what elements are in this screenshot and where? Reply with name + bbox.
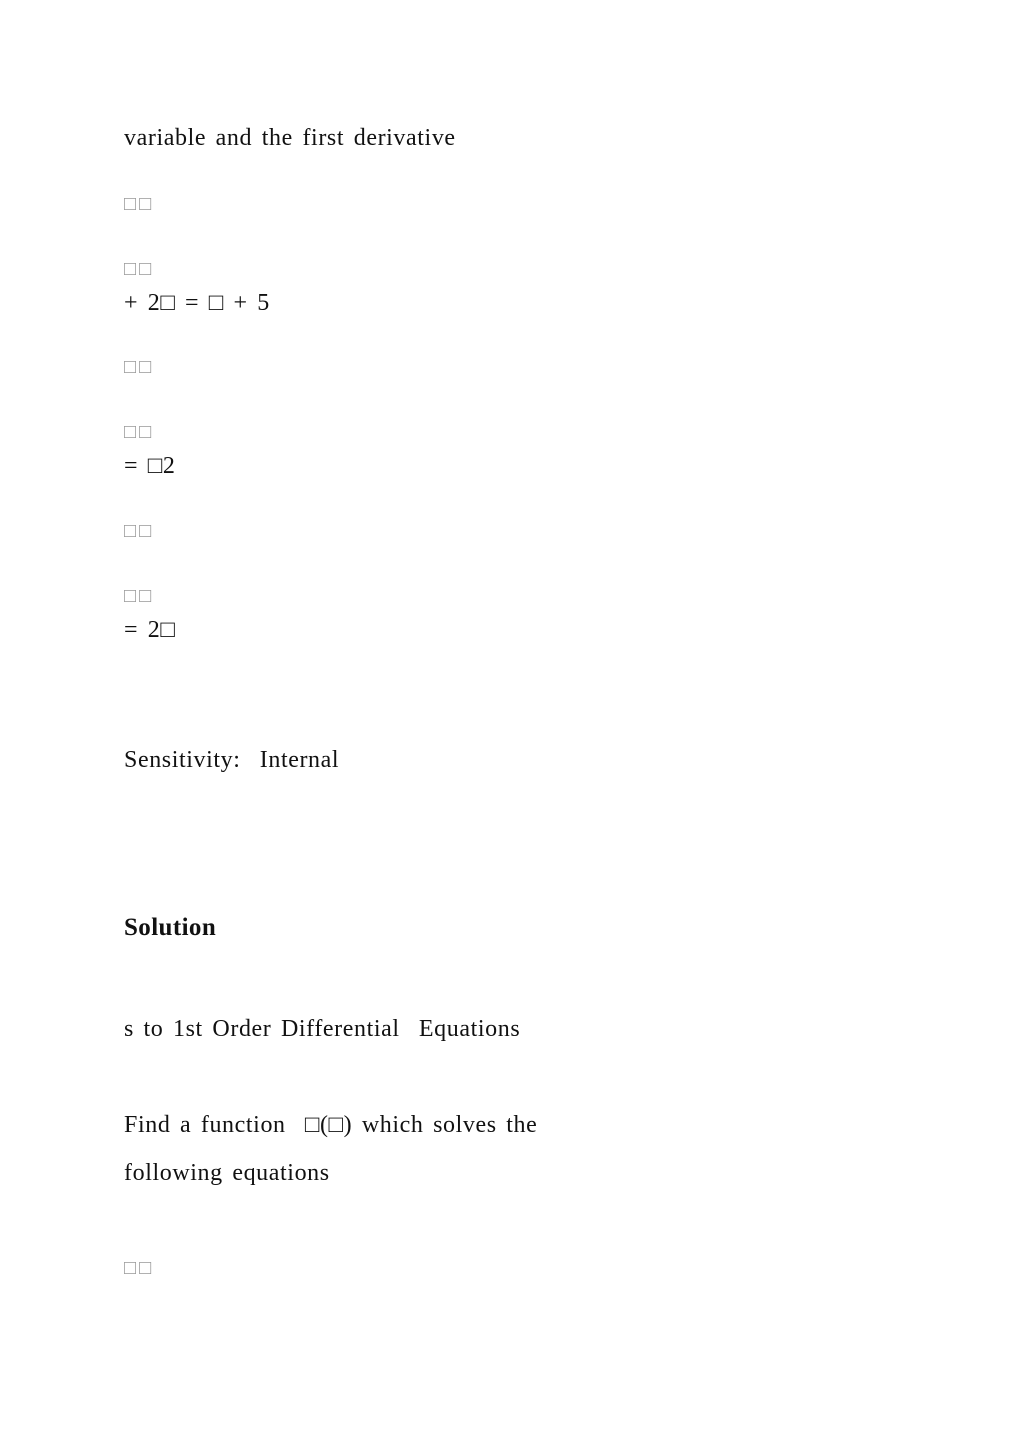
missing-glyph-line: □□ <box>124 520 155 542</box>
text-line: s to 1st Order Differential Equations <box>124 1016 521 1042</box>
equation-line: + 2□ = □ + 5 <box>124 290 270 316</box>
missing-glyph-line: □□ <box>124 193 155 215</box>
text-line: Find a function □(□) which solves the <box>124 1112 538 1138</box>
text-line: variable and the first derivative <box>124 125 456 151</box>
missing-glyph-line: □□ <box>124 258 155 280</box>
missing-glyph-line: □□ <box>124 356 155 378</box>
sensitivity-label: Sensitivity: Internal <box>124 747 340 773</box>
missing-glyph-line: □□ <box>124 1257 155 1279</box>
equation-line: = □2 <box>124 453 176 479</box>
text-line: following equations <box>124 1160 330 1186</box>
missing-glyph-line: □□ <box>124 585 155 607</box>
missing-glyph-line: □□ <box>124 421 155 443</box>
equation-line: = 2□ <box>124 617 176 643</box>
section-heading: Solution <box>124 914 217 941</box>
